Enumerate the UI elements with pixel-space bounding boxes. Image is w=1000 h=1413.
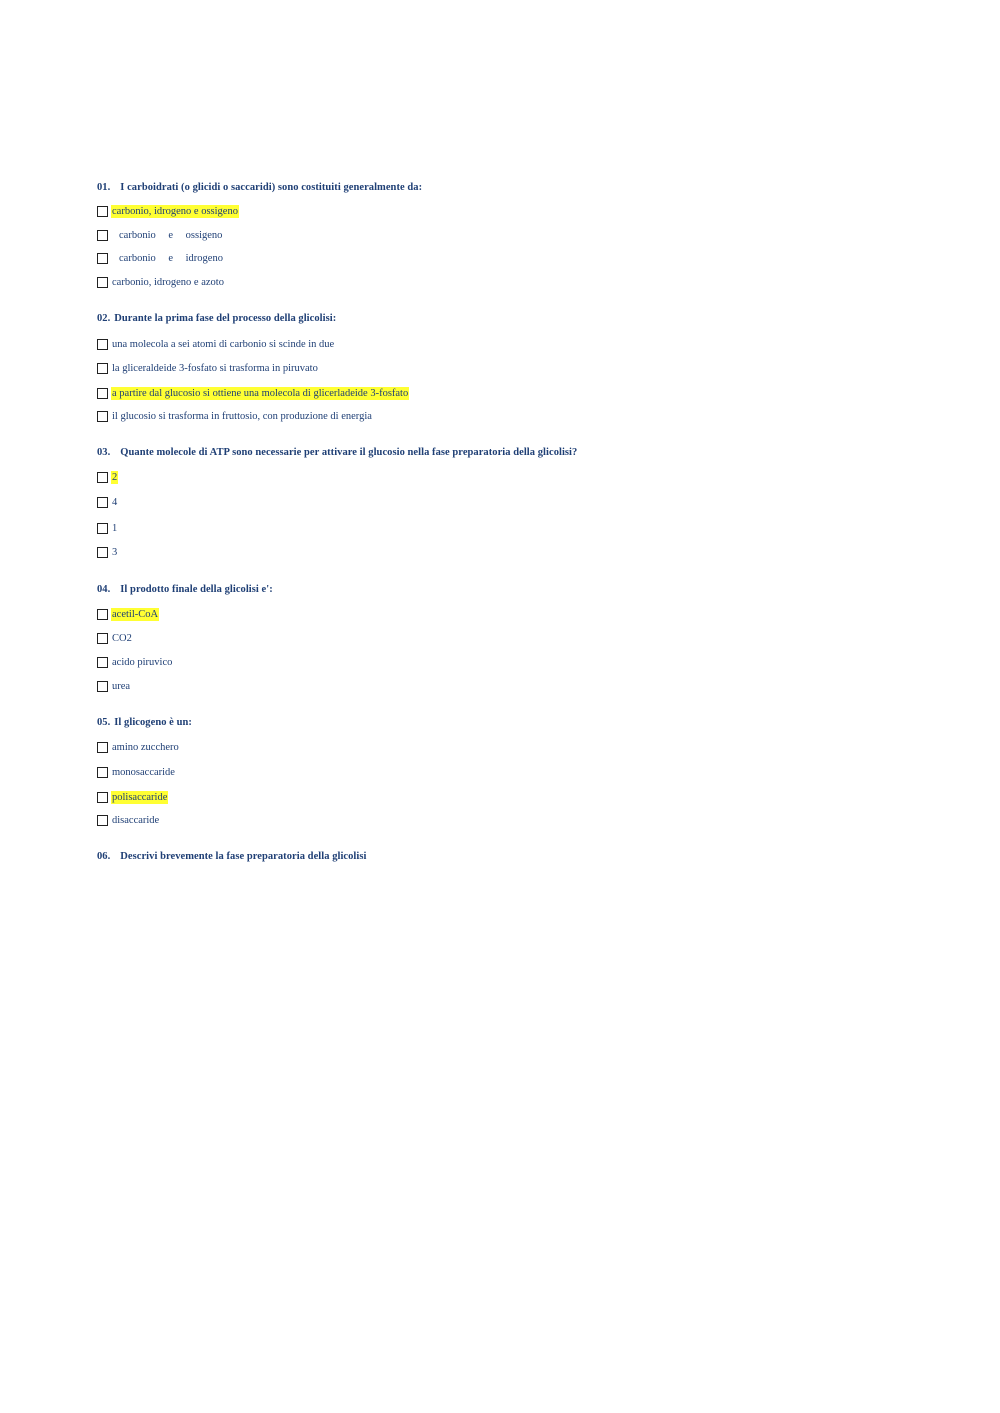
question-2 [97, 313, 336, 324]
checkbox[interactable] [97, 523, 108, 534]
answer-label: acetil-CoA [112, 608, 159, 620]
checkbox[interactable] [97, 767, 108, 778]
checkbox[interactable] [97, 609, 108, 620]
answer-label: 4 [112, 496, 118, 508]
answer-option[interactable] [97, 228, 223, 242]
answer-label: disaccaride [112, 814, 160, 826]
checkbox[interactable] [97, 363, 108, 374]
answer-option[interactable] [97, 470, 118, 484]
question-6 [97, 851, 366, 862]
answer-option[interactable] [97, 275, 225, 289]
question-3 [97, 447, 577, 458]
question-text: Durante la prima fase del processo della glicolisi: [114, 313, 337, 324]
answer-label: carbonio e idrogeno [119, 252, 223, 264]
checkbox[interactable] [97, 815, 108, 826]
checkbox[interactable] [97, 742, 108, 753]
checkbox[interactable] [97, 206, 108, 217]
answer-option[interactable] [97, 386, 409, 400]
answer-label: polisaccaride [112, 791, 168, 803]
checkbox[interactable] [97, 277, 108, 288]
answer-label: carbonio e ossigeno [119, 229, 223, 241]
checkbox[interactable] [97, 633, 108, 644]
question-5 [97, 717, 192, 728]
answer-label: acido piruvico [112, 656, 173, 668]
question-text: Descrivi brevemente la fase preparatoria della glicolisi [120, 851, 367, 862]
answer-label: 2 [112, 471, 118, 483]
question-text: Il prodotto finale della glicolisi e': [120, 584, 273, 595]
checkbox[interactable] [97, 253, 108, 264]
answer-label: carbonio, idrogeno e ossigeno [112, 205, 238, 217]
question-text: I carboidrati (o glicidi o saccaridi) sono costituiti generalmente da: [120, 182, 423, 193]
question-text: Quante molecole di ATP sono necessarie per attivare il glucosio nella fase preparatoria della glicolisi? [120, 447, 578, 458]
checkbox[interactable] [97, 547, 108, 558]
answer-option[interactable] [97, 337, 335, 351]
answer-label: amino zucchero [112, 741, 179, 753]
answer-option[interactable] [97, 204, 239, 218]
question-number: 06. [97, 851, 111, 862]
checkbox[interactable] [97, 388, 108, 399]
question-number: 01. [97, 182, 111, 193]
answer-option[interactable] [97, 655, 173, 669]
answer-label: 1 [112, 522, 118, 534]
answer-option[interactable] [97, 495, 118, 509]
answer-option[interactable] [97, 409, 373, 423]
answer-option[interactable] [97, 545, 118, 559]
checkbox[interactable] [97, 411, 108, 422]
question-4 [97, 584, 273, 595]
answer-option[interactable] [97, 361, 319, 375]
answer-option[interactable] [97, 790, 168, 804]
answer-label: 3 [112, 546, 118, 558]
answer-option[interactable] [97, 813, 160, 827]
answer-label: carbonio, idrogeno e azoto [112, 276, 224, 288]
answer-option[interactable] [97, 679, 131, 693]
answer-label: il glucosio si trasforma in fruttosio, con produzione di energia [112, 410, 372, 422]
checkbox[interactable] [97, 230, 108, 241]
answer-label: monosaccaride [112, 766, 175, 778]
answer-label: la gliceraldeide 3-fosfato si trasforma in piruvato [112, 362, 318, 374]
question-number: 05. [97, 717, 111, 728]
checkbox[interactable] [97, 792, 108, 803]
question-1 [97, 182, 422, 193]
question-text: Il glicogeno è un: [114, 717, 192, 728]
question-number: 04. [97, 584, 111, 595]
answer-option[interactable] [97, 521, 118, 535]
answer-option[interactable] [97, 607, 159, 621]
answer-option[interactable] [97, 765, 176, 779]
answer-option[interactable] [97, 740, 180, 754]
checkbox[interactable] [97, 657, 108, 668]
answer-option[interactable] [97, 631, 133, 645]
question-number: 02. [97, 313, 111, 324]
checkbox[interactable] [97, 681, 108, 692]
answer-label: urea [112, 680, 131, 692]
answer-label: a partire dal glucosio si ottiene una molecola di glicerladeide 3-fosfato [112, 387, 409, 399]
answer-option[interactable] [97, 251, 224, 265]
question-number: 03. [97, 447, 111, 458]
checkbox[interactable] [97, 339, 108, 350]
checkbox[interactable] [97, 472, 108, 483]
answer-label: CO2 [112, 632, 132, 644]
answer-label: una molecola a sei atomi di carbonio si scinde in due [112, 338, 335, 350]
checkbox[interactable] [97, 497, 108, 508]
